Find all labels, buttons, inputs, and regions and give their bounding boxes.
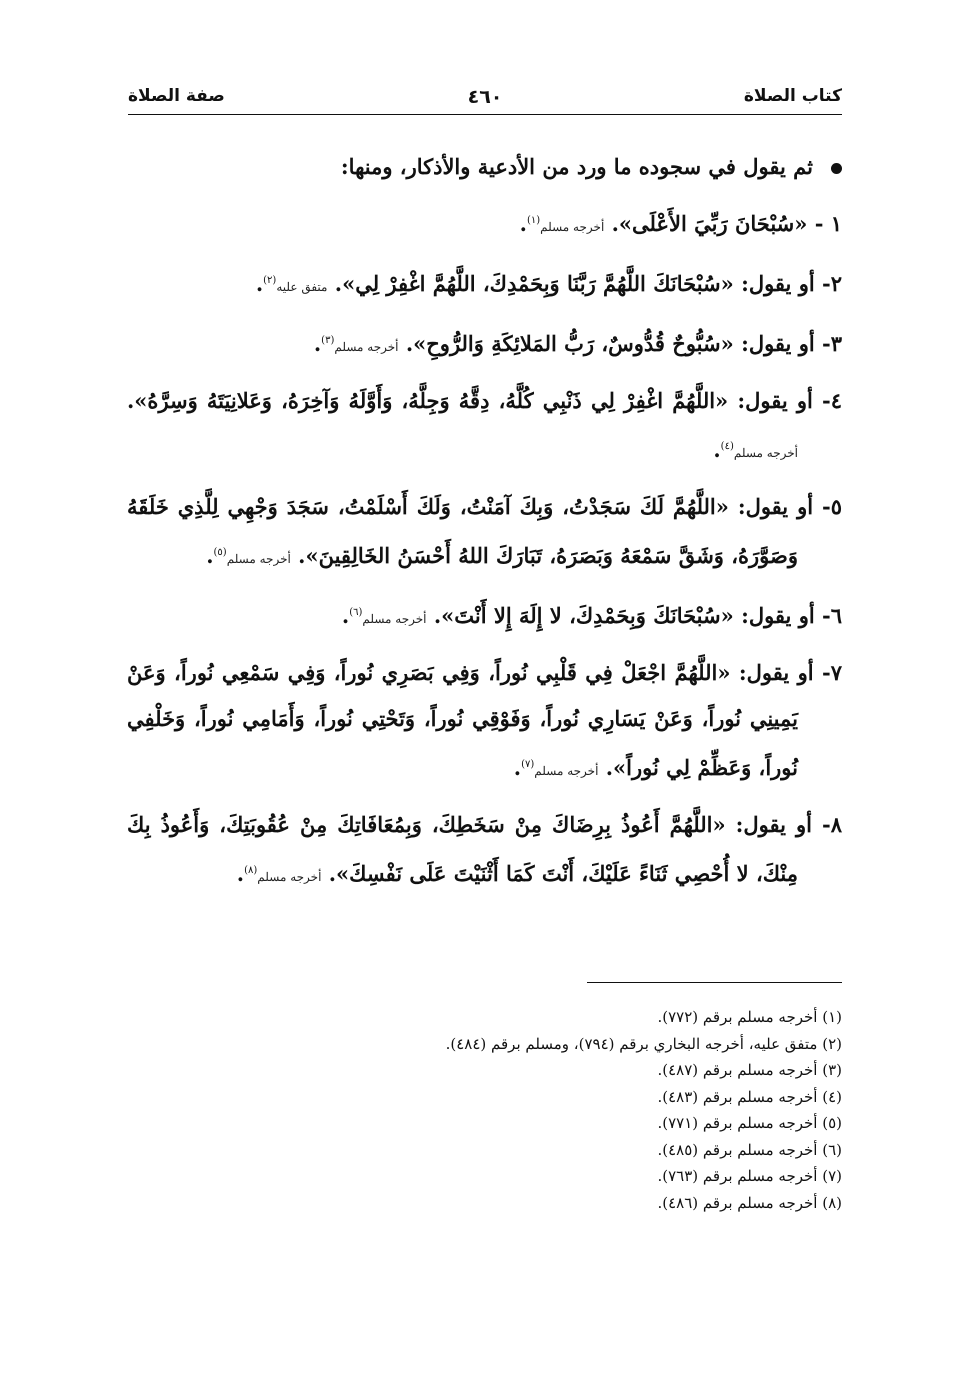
- intro-text: ثم يقول في سجوده ما ورد من الأدعية والأذكار، ومنها:: [340, 154, 813, 179]
- footnote-ref: (٤): [720, 441, 734, 452]
- book-title: كتاب الصلاة: [743, 86, 842, 106]
- footnote: (٣) أخرجه مسلم برقم (٤٨٧).: [657, 1061, 842, 1079]
- item-number: ٢-: [822, 271, 842, 296]
- source-note: أخرجه مسلم: [540, 220, 605, 234]
- lead-text: أو يقول:: [737, 388, 813, 413]
- source-note: أخرجه مسلم: [226, 552, 291, 566]
- dua-text: «سُبْحَانَكَ اللَّهُمَّ رَبَّنَا وَبِحَمْدِكَ، اللَّهُمَّ اغْفِرْ لِي».: [334, 271, 734, 296]
- lead-text: أو يقول:: [741, 331, 815, 356]
- footnote: (٨) أخرجه مسلم برقم (٤٨٦).: [657, 1193, 842, 1212]
- source-note: أخرجه مسلم: [733, 446, 798, 460]
- item-number: ٤-: [822, 388, 842, 413]
- dua-item: ٢- أو يقول: «سُبْحَانَكَ اللَّهُمَّ رَبَّنَا وَبِحَمْدِكَ، اللَّهُمَّ اغْفِرْ لِي». متفق عليه$^{(٢)}$.: [255, 271, 842, 296]
- dua-text: «سُبْحَانَكَ وَبِحَمْدِكَ، لا إِلَهَ إِلا أَنْتَ».: [433, 603, 734, 628]
- item-number: ٥-: [822, 494, 842, 519]
- dua-text: «اللَّهُمَّ أَعُوذُ بِرِضَاكَ مِنْ سَخَطِكَ، وَبِمُعَافَاتِكَ مِنْ عُقُوبَتِكَ، وَأَعُوذُ بِكَ مِنْكَ، لا أُحْصِي ثَنَاءً عَلَيْكَ، أَنْتَ كَمَا أَثْنَيْتَ عَلَى نَفْسِكَ».: [127, 812, 798, 886]
- intro-line: [127, 144, 842, 190]
- source-note: أخرجه مسلم: [362, 612, 427, 626]
- item-number: ١ -: [814, 211, 842, 236]
- footnote: (١) أخرجه مسلم برقم (٧٧٢).: [657, 1008, 842, 1026]
- source-note: أخرجه مسلم: [534, 764, 599, 778]
- footnote-ref: (٢): [263, 275, 277, 286]
- item-number: ٣-: [822, 331, 842, 356]
- page-header: [128, 80, 842, 115]
- footnote: (٥) أخرجه مسلم برقم (٧٧١).: [657, 1114, 842, 1132]
- footnote: (٤) أخرجه مسلم برقم (٤٨٣).: [657, 1087, 842, 1106]
- footnote-ref: (٣): [321, 335, 335, 346]
- dua-item: ١ - «سُبْحَانَ رَبِّيَ الأَعْلَى». أخرجه مسلم$^{(١)}$.: [519, 211, 842, 236]
- dua-text: «اللَّهُمَّ اغْفِرْ لِي ذَنْبِي كُلَّهُ، دِقَّهُ وَجِلَّهُ، وَأَوَّلَهُ وَآخِرَهُ، وَعَلانِيَتَهُ وَسِرَّهُ».: [127, 388, 729, 413]
- footnote-divider: [587, 982, 842, 983]
- dua-text: «سُبُّوحٌ قُدُّوسٌ، رَبُّ المَلائِكَةِ وَالرُّوحِ».: [405, 331, 734, 356]
- bullet-icon: [831, 163, 842, 174]
- lead-text: أو يقول:: [741, 603, 815, 628]
- chapter-title: صفة الصلاة: [128, 86, 225, 106]
- main-text: [127, 144, 842, 908]
- footnote-ref: (٧): [521, 759, 535, 770]
- footnote-ref: (٨): [244, 865, 258, 876]
- lead-text: أو يقول:: [741, 271, 815, 296]
- footnote-ref: (١): [526, 215, 541, 226]
- footnote: (٧) أخرجه مسلم برقم (٧٦٣).: [657, 1167, 842, 1185]
- lead-text: أو يقول:: [735, 812, 812, 837]
- footnote: (٢) متفق عليه، أخرجه البخاري برقم (٧٩٤)، ومسلم برقم (٤٨٤).: [445, 1034, 842, 1053]
- lead-text: أو يقول:: [737, 494, 814, 519]
- dua-item: ٥- أو يقول: «اللَّهُمَّ لَكَ سَجَدْتُ، وَبِكَ آمَنْتُ، وَلَكَ أَسْلَمْتُ، سَجَدَ وَجْهِي لِلَّذِي خَلَقَهُ وَصَوَّرَهُ، وَشَقَّ سَمْعَهُ وَبَصَرَهُ، تَبَارَكَ اللهُ أَحْسَنُ الخَالِقِينَ». أخرجه مسلم$^{(٥)}$.: [127, 494, 842, 568]
- footnote-ref: (٥): [213, 547, 227, 558]
- dua-item: ٣- أو يقول: «سُبُّوحٌ قُدُّوسٌ، رَبُّ المَلائِكَةِ وَالرُّوحِ». أخرجه مسلم$^{(٣)}$.: [313, 331, 842, 356]
- item-number: ٨-: [822, 812, 842, 837]
- page-number: ٤٦٠: [467, 86, 503, 108]
- source-note: متفق عليه: [276, 280, 328, 294]
- source-note: أخرجه مسلم: [257, 870, 322, 884]
- footnotes: [127, 1004, 842, 1216]
- lead-text: أو يقول:: [738, 660, 814, 685]
- footnote-ref: (٦): [349, 607, 363, 618]
- dua-text: «اللَّهُمَّ لَكَ سَجَدْتُ، وَبِكَ آمَنْتُ، وَلَكَ أَسْلَمْتُ، سَجَدَ وَجْهِي لِلَّذِي خَلَقَهُ وَصَوَّرَهُ، وَشَقَّ سَمْعَهُ وَبَصَرَهُ، تَبَارَكَ اللهُ أَحْسَنُ الخَالِقِينَ».: [127, 494, 798, 568]
- footnote: (٦) أخرجه مسلم برقم (٤٨٥).: [657, 1140, 842, 1159]
- item-number: ٧-: [822, 660, 842, 685]
- item-number: ٦-: [822, 603, 842, 628]
- dua-item: ٤- أو يقول: «اللَّهُمَّ اغْفِرْ لِي ذَنْبِي كُلَّهُ، دِقَّهُ وَجِلَّهُ، وَأَوَّلَهُ وَآخِرَهُ، وَعَلانِيَتَهُ وَسِرَّهُ». أخرجه مسلم$^{(٤)}$.: [127, 388, 842, 462]
- dua-item: ٦- أو يقول: «سُبْحَانَكَ وَبِحَمْدِكَ، لا إِلَهَ إِلا أَنْتَ». أخرجه مسلم$^{(٦)}$.: [341, 603, 842, 628]
- dua-text: «اللَّهُمَّ اجْعَلْ فِي قَلْبِي نُوراً، وَفِي بَصَرِي نُوراً، وَفِي سَمْعِي نُوراً، وَعَنْ يَمِينِي نُوراً، وَعَنْ يَسَارِي نُوراً، وَفَوْقِي نُوراً، وَتَحْتِي نُوراً، وَأَمَامِي نُوراً، وَخَلْفِي نُوراً، وَعَظِّمْ لِي نُوراً».: [127, 660, 798, 780]
- dua-item: ٨- أو يقول: «اللَّهُمَّ أَعُوذُ بِرِضَاكَ مِنْ سَخَطِكَ، وَبِمُعَافَاتِكَ مِنْ عُقُوبَتِكَ، وَأَعُوذُ بِكَ مِنْكَ، لا أُحْصِي ثَنَاءً عَلَيْكَ، أَنْتَ كَمَا أَثْنَيْتَ عَلَى نَفْسِكَ». أخرجه مسلم$^{(٨)}$.: [127, 812, 842, 886]
- dua-item: ٧- أو يقول: «اللَّهُمَّ اجْعَلْ فِي قَلْبِي نُوراً، وَفِي بَصَرِي نُوراً، وَفِي سَمْعِي نُوراً، وَعَنْ يَمِينِي نُوراً، وَعَنْ يَسَارِي نُوراً، وَفَوْقِي نُوراً، وَتَحْتِي نُوراً، وَأَمَامِي نُوراً، وَخَلْفِي نُوراً، وَعَظِّمْ لِي نُوراً». أخرجه مسلم$^{(٧)}$.: [127, 660, 842, 780]
- source-note: أخرجه مسلم: [334, 340, 399, 354]
- dua-text: «سُبْحَانَ رَبِّيَ الأَعْلَى».: [611, 211, 808, 236]
